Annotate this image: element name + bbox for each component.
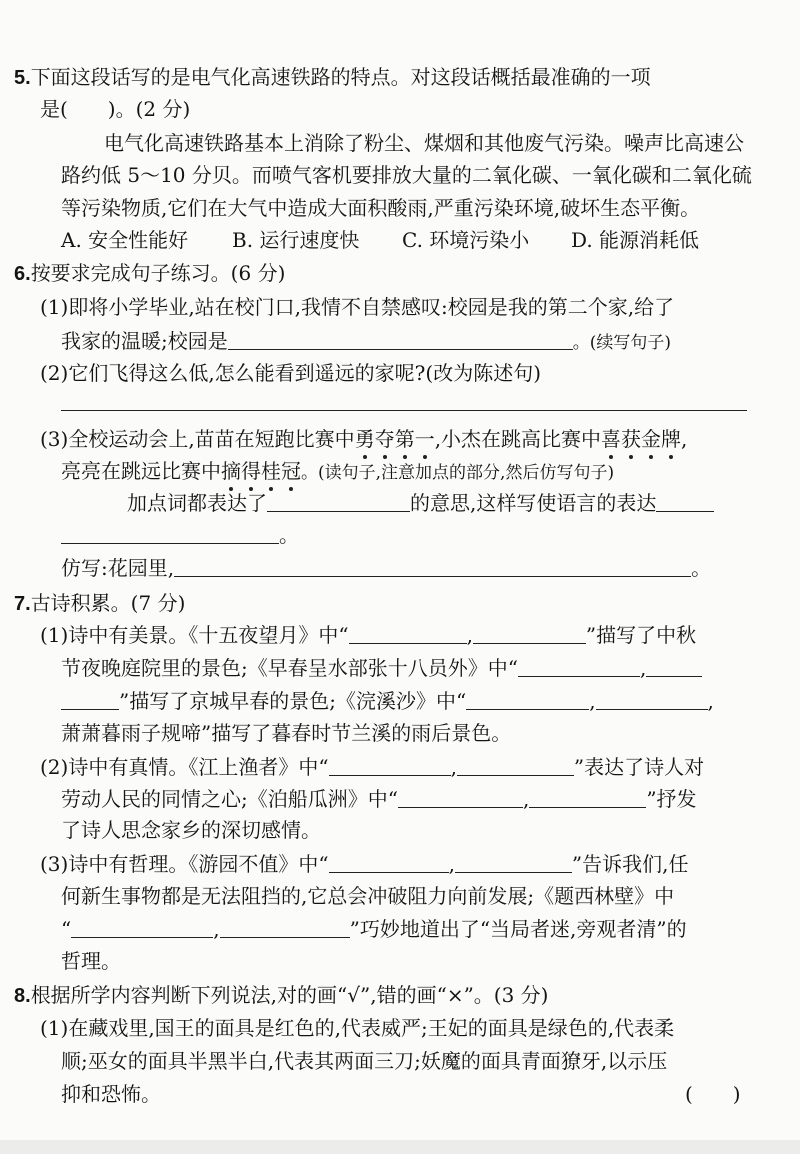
q6-item3-meaning-blank[interactable] bbox=[267, 489, 410, 512]
q7-item3-line2: 何新生事物都是无法阻挡的,它总会冲破阻力向前发展;《题西林壁》中 bbox=[61, 884, 675, 908]
q5-option-a[interactable]: A. 安全性能好 bbox=[61, 228, 189, 252]
q7-item2-line2: 劳动人民的同情之心;《泊船瓜洲》中“ , ”抒发 bbox=[61, 787, 697, 811]
q7-item1-line2: 节夜晚庭院里的景色;《早春呈水部张十八员外》中“ , bbox=[61, 653, 800, 683]
q6-item3-line1: (3)全校运动会上,苗苗在短跑比赛中勇夺第一,小杰在跳高比赛中喜获金牌, bbox=[40, 424, 800, 454]
q5-option-d[interactable]: D. 能源消耗低 bbox=[571, 228, 700, 252]
poem-blank-13[interactable] bbox=[71, 915, 213, 938]
q7-item1-line3: ”描写了京城早春的景色;《浣溪沙》中“ , , bbox=[61, 686, 800, 716]
emphasis-dot-char: 桂 bbox=[261, 456, 281, 486]
emphasis-dot-char: 勇 bbox=[355, 424, 375, 454]
poem-blank-11[interactable] bbox=[329, 850, 449, 873]
q7-item1-line1: (1)诗中有美景。《十五夜望月》中“ , ”描写了中秋 bbox=[40, 623, 697, 647]
q8-item1-line3: 抑和恐怖。 ( ) bbox=[61, 1079, 800, 1109]
q6-header bbox=[14, 258, 800, 289]
q6-item2-answer-line[interactable] bbox=[61, 410, 747, 411]
q6-item3-line4: 。 bbox=[61, 520, 800, 550]
q7-title: 古诗积累。(7 分) bbox=[30, 591, 186, 615]
q8-item1-line1: (1)在藏戏里,国王的面具是红色的,代表威严;王妃的面具是绿色的,代表柔 bbox=[40, 1016, 675, 1040]
dotted-word-zhaodeguiguan bbox=[221, 459, 301, 483]
poem-blank-4a[interactable] bbox=[646, 654, 702, 677]
q5-passage-2: 路约低 5～10 分贝。而喷气客机要排放大量的二氧化碳、一氧化碳和二氧化硫 bbox=[61, 163, 752, 187]
q7-item1-line4: 萧萧暮雨子规啼”描写了暮春时节兰溪的雨后景色。 bbox=[61, 721, 512, 745]
q7-item3-line3: “ , ”巧妙地道出了“当局者迷,旁观者清”的 bbox=[61, 917, 687, 941]
q6-item2-line: (2)它们飞得这么低,怎么能看到遥远的家呢?(改为陈述句) bbox=[40, 361, 542, 385]
q5-passage-1: 电气化高速铁路基本上消除了粉尘、煤烟和其他废气污染。噪声比高速公 bbox=[104, 131, 744, 155]
q8-number: 8. bbox=[14, 985, 31, 1007]
q6-item3-effect-blank-b[interactable] bbox=[61, 521, 279, 544]
q7-header bbox=[14, 588, 800, 619]
q6-title: 按要求完成句子练习。(6 分) bbox=[30, 261, 286, 285]
q6-item1-instruction: 。(续写句子) bbox=[572, 333, 672, 353]
q8-title: 根据所学内容判断下列说法,对的画“√”,错的画“×”。(3 分) bbox=[30, 983, 549, 1007]
dotted-word-xihuojinpai bbox=[601, 427, 681, 451]
dotted-word-yongduodiyi bbox=[355, 427, 435, 451]
poem-blank-9[interactable] bbox=[398, 785, 523, 808]
poem-blank-4b[interactable] bbox=[61, 687, 119, 710]
q5-option-c[interactable]: C. 环境污染小 bbox=[402, 228, 530, 252]
q7-item3-line1: (3)诗中有哲理。《游园不值》中“ , ”告诉我们,任 bbox=[40, 852, 689, 876]
q5-line2 bbox=[40, 94, 800, 124]
q7-item3-line4: 哲理。 bbox=[61, 949, 121, 973]
q6-imitation-blank[interactable] bbox=[174, 554, 691, 577]
emphasis-dot-char: 夺 bbox=[375, 424, 395, 454]
q7-number: 7. bbox=[14, 593, 31, 615]
q6-item3-imitation: 仿写:花园里, 。 bbox=[61, 556, 712, 580]
emphasis-dot-char: 喜 bbox=[601, 424, 621, 454]
q5-passage-3: 等污染物质,它们在大气中造成大面积酸雨,严重污染环境,破坏生态平衡。 bbox=[61, 196, 701, 220]
poem-blank-12[interactable] bbox=[455, 850, 572, 873]
q5-number: 5. bbox=[14, 67, 31, 89]
q5-option-b[interactable]: B. 运行速度快 bbox=[232, 228, 360, 252]
q6-item3-line2: 亮亮在跳远比赛中摘得桂冠。(读句子,注意加点的部分,然后仿写句子) bbox=[61, 456, 800, 488]
emphasis-dot-char: 得 bbox=[241, 456, 261, 486]
q5-stem-1: 下面这段话写的是电气化高速铁路的特点。对这段话概括最准确的一项 bbox=[30, 65, 651, 89]
emphasis-dot-char: 冠 bbox=[281, 456, 301, 486]
q8-header bbox=[14, 980, 800, 1011]
poem-blank-8[interactable] bbox=[457, 753, 574, 776]
emphasis-dot-char: 牌 bbox=[661, 424, 681, 454]
q5-stem-2: 是( )。(2 分) bbox=[40, 97, 191, 121]
q8-item1-line2: 顺;巫女的面具半黑半白,代表其两面三刀;妖魔的面具青面獠牙,以示压 bbox=[61, 1049, 668, 1073]
page-bottom-edge bbox=[0, 1140, 800, 1154]
emphasis-dot-char: 摘 bbox=[221, 456, 241, 486]
poem-blank-1[interactable] bbox=[349, 621, 467, 644]
q6-item1-answer-blank[interactable] bbox=[228, 327, 573, 350]
q5-line1 bbox=[14, 62, 800, 93]
emphasis-dot-char: 金 bbox=[641, 424, 661, 454]
q7-item2-line3: 了诗人思念家乡的深切感情。 bbox=[61, 818, 321, 842]
q6-item3-line3: 加点词都表达了 的意思,这样写使语言的表达 bbox=[127, 488, 800, 518]
q6-number: 6. bbox=[14, 263, 31, 285]
q6-item3-effect-blank-a[interactable] bbox=[656, 489, 714, 512]
q6-item1-line2 bbox=[61, 326, 800, 358]
q6-item1-line1: (1)即将小学毕业,站在校门口,我情不自禁感叹:校园是我的第二个家,给了 bbox=[40, 295, 675, 319]
q6-item1-prompt: 我家的温暖;校园是 bbox=[61, 329, 228, 353]
emphasis-dot-char: 获 bbox=[621, 424, 641, 454]
poem-blank-7[interactable] bbox=[329, 753, 451, 776]
poem-blank-14[interactable] bbox=[220, 915, 350, 938]
poem-blank-5[interactable] bbox=[466, 687, 589, 710]
poem-blank-10[interactable] bbox=[529, 785, 646, 808]
poem-blank-2[interactable] bbox=[473, 621, 586, 644]
q8-answer-paren[interactable]: ( ) bbox=[685, 1082, 741, 1106]
emphasis-dot-char: 第 bbox=[395, 424, 415, 454]
emphasis-dot-char: 一 bbox=[415, 424, 435, 454]
poem-blank-3[interactable] bbox=[518, 654, 640, 677]
poem-blank-6[interactable] bbox=[596, 687, 708, 710]
q7-item2-line1: (2)诗中有真情。《江上渔者》中“ , ”表达了诗人对 bbox=[40, 755, 705, 779]
